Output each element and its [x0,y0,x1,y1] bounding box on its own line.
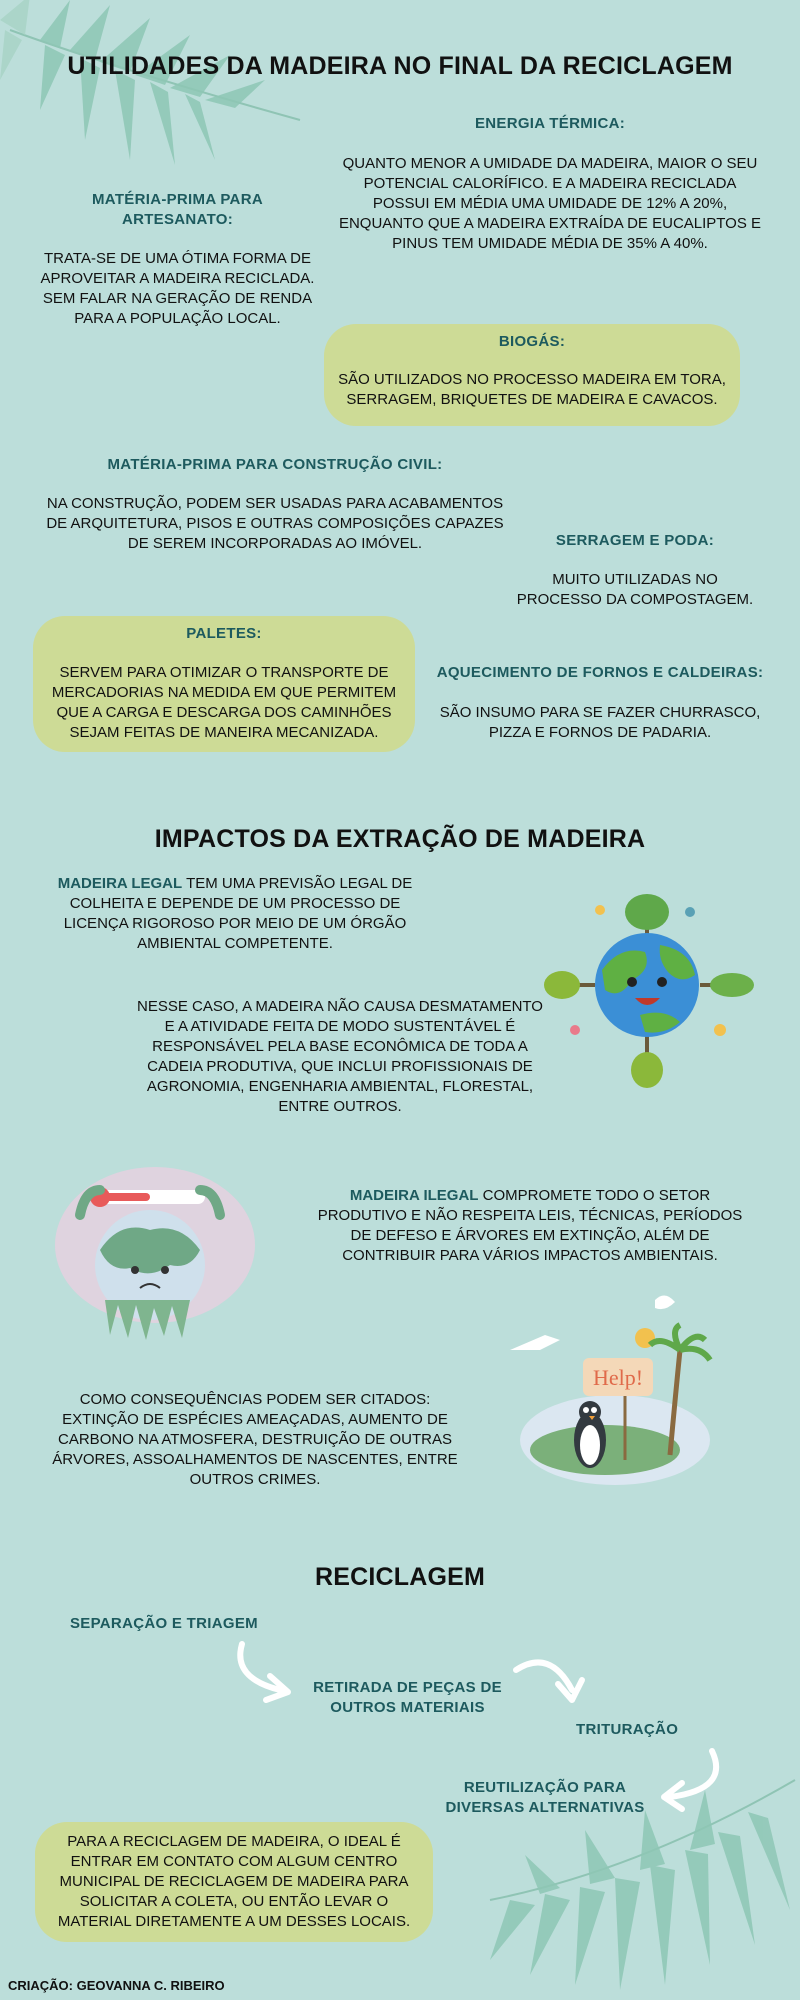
text-fornos: SÃO INSUMO PARA SE FAZER CHURRASCO, PIZZA E FORNOS DE PADARIA. [439,704,761,741]
arrow-down-right-icon [230,1638,300,1708]
legal-body: TEM UMA PREVISÃO LEGAL DE COLHEITA E DEPENDE DE UM PROCESSO DE LICENÇA RIGOROSO POR MEIO DE UM ÓRGÃO AMBIENTAL COMPETENTE. [63,875,413,952]
lead-madeira-legal: MADEIRA LEGAL [57,875,183,892]
text-artesanato: TRATA-SE DE UMA ÓTIMA FORMA DE APROVEITAR A MADEIRA RECICLADA. SEM FALAR NA GERAÇÃO DE RENDA PARA A POPULAÇÃO LOCAL. [40,250,315,327]
heading-artesanato: MATÉRIA-PRIMA PARA ARTESANATO: [92,191,263,229]
text-construcao: NA CONSTRUÇÃO, PODEM SER USADAS PARA ACABAMENTOS DE ARQUITETURA, PISOS E OUTRAS COMPOSIÇÕES CAPAZES DE SEREM INCORPORADAS AO IMÓVEL. [46,495,504,552]
step-retirada: RETIRADA DE PEÇAS DE OUTROS MATERIAIS [313,1679,502,1717]
text-madeira-ilegal [315,1186,745,1266]
happy-earth-icon [540,890,755,1095]
step-trituracao: TRITURAÇÃO [576,1721,679,1738]
text-madeira-legal [50,874,420,954]
text-final-note: PARA A RECICLAGEM DE MADEIRA, O IDEAL É ENTRAR EM CONTATO COM ALGUM CENTRO MUNICIPAL DE RECICLAGEM DE MADEIRA PARA SOLICITAR A COLETA, OU ENTÃO LEVAR O MATERIAL DIRETAMENTE A UM DESSES LOCAIS. [57,1833,411,1930]
lead-madeira-ilegal: MADEIRA ILEGAL [349,1187,479,1204]
sick-earth-icon [50,1160,260,1350]
palm-leaf-top-icon [0,0,310,200]
section-title-impactos: IMPACTOS DA EXTRAÇÃO DE MADEIRA [154,825,646,853]
text-consequencias: COMO CONSEQUÊNCIAS PODEM SER CITADOS: EXTINÇÃO DE ESPÉCIES AMEAÇADAS, AUMENTO DE CARBONO NA ATMOSFERA, DESTRUIÇÃO DE OUTRAS ÁRVORES, ASSOALHAMENTOS DE NASCENTES, ENTRE OUTROS CRIMES. [52,1391,458,1488]
step-separacao: SEPARAÇÃO E TRIAGEM [70,1615,258,1632]
heading-biogas: BIOGÁS: [498,333,566,350]
text-energia-termica: QUANTO MENOR A UMIDADE DA MADEIRA, MAIOR O SEU POTENCIAL CALORÍFICO. E A MADEIRA RECICLADA POSSUI EM MÉDIA UMA UMIDADE DE 12% A 20%, ENQUANTO QUE A MADEIRA EXTRAÍDA DE EUCALIPTOS E PINUS TEM UMIDADE MÉDIA DE 35% A 40%. [338,155,762,252]
palm-leaf-bottom-icon [470,1760,800,2000]
section-title-utilidades: UTILIDADES DA MADEIRA NO FINAL DA RECICLAGEM [67,52,733,80]
text-biogas: SÃO UTILIZADOS NO PROCESSO MADEIRA EM TORA, SERRAGEM, BRIQUETES DE MADEIRA E CAVACOS. [338,371,726,408]
ilegal-body: COMPROMETE TODO O SETOR PRODUTIVO E NÃO RESPEITA LEIS, TÉCNICAS, PERÍODOS DE DEFESO E ÁRVORES EM EXTINÇÃO, ALÉM DE CONTRIBUIR PARA VÁRIOS IMPACTOS AMBIENTAIS. [317,1187,743,1264]
penguin-help-icon [505,1290,715,1495]
heading-construcao: MATÉRIA-PRIMA PARA CONSTRUÇÃO CIVIL: [107,456,443,473]
text-madeira-legal-2: NESSE CASO, A MADEIRA NÃO CAUSA DESMATAMENTO E A ATIVIDADE FEITA DE MODO SUSTENTÁVEL É RESPONSÁVEL PELA BASE ECONÔMICA DE TODA A CADEIA PRODUTIVA, QUE INCLUI PROFISSIONAIS DE AGRONOMIA, ENGENHARIA AMBIENTAL, FLORESTAL, ENTRE OUTROS. [137,998,543,1115]
heading-energia-termica: ENERGIA TÉRMICA: [474,115,626,132]
text-paletes: SERVEM PARA OTIMIZAR O TRANSPORTE DE MERCADORIAS NA MEDIDA EM QUE PERMITEM QUE A CARGA E DESCARGA DOS CAMINHÕES SEJAM FEITAS DE MANEIRA MECANIZADA. [51,664,397,741]
heading-serragem: SERRAGEM E PODA: [555,532,715,549]
text-serragem: MUITO UTILIZADAS NO PROCESSO DA COMPOSTAGEM. [516,571,754,608]
arrow-curve-right-icon [510,1650,590,1710]
section-title-reciclagem: RECICLAGEM [314,1563,486,1591]
step-reutilizacao: REUTILIZAÇÃO PARA DIVERSAS ALTERNATIVAS [445,1779,645,1817]
help-sign-text: Help! [592,1365,644,1390]
heading-paletes: PALETES: [186,625,262,642]
credit-text: CRIAÇÃO: GEOVANNA C. RIBEIRO [8,1978,225,1993]
heading-fornos: AQUECIMENTO DE FORNOS E CALDEIRAS: [436,664,764,681]
